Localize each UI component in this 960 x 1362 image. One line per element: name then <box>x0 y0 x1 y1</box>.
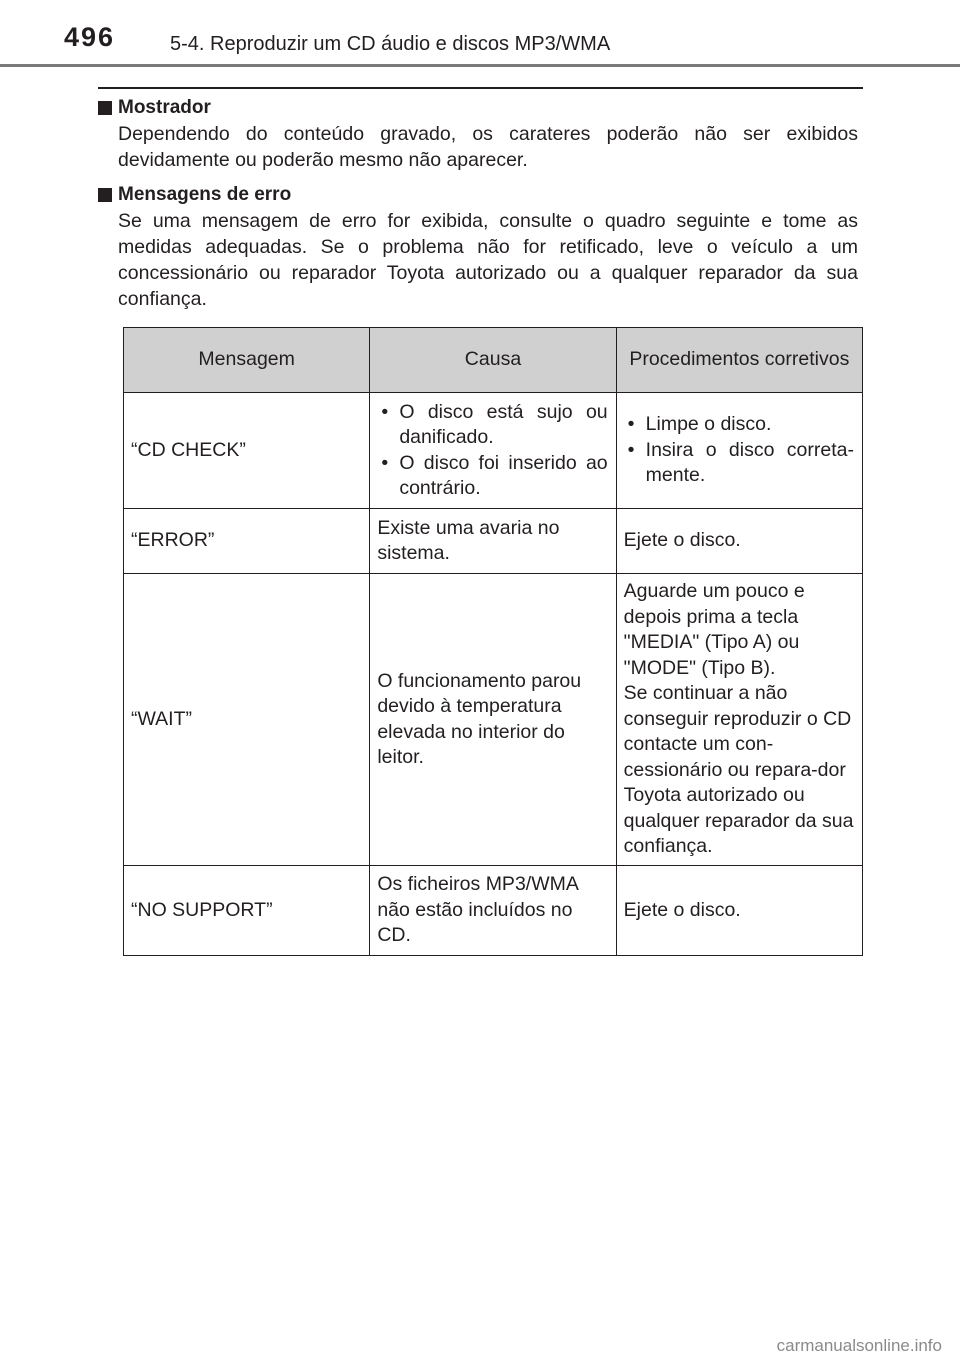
chapter-title: 5-4. Reproduzir um CD áudio e discos MP3/WMA <box>170 33 611 55</box>
action-paragraph: Se continuar a não conseguir reproduzir o CD contacte um con-cessionário ou repara-dor Toyota autorizado ou qualquer reparador da sua confiança. <box>623 682 854 858</box>
section-mostrador <box>98 95 858 173</box>
action-list <box>624 412 854 489</box>
page-header <box>0 0 960 68</box>
cause-cell <box>370 393 616 509</box>
message-cell: “NO SUPPORT” <box>124 866 370 956</box>
list-item: • Limpe o disco. <box>624 412 854 438</box>
column-header-message: Mensagem <box>124 328 370 393</box>
message-cell: “ERROR” <box>124 509 370 574</box>
cause-list <box>377 400 607 502</box>
error-messages-table <box>123 327 863 956</box>
action-cell <box>616 574 862 866</box>
section-body: Dependendo do conteúdo gravado, os carateres poderão não ser exibidos devidamente ou poderão mesmo não aparecer. <box>118 123 858 171</box>
watermark: carmanualsonline.info <box>776 1336 942 1355</box>
section-title-text: Mensagens de erro <box>118 184 292 205</box>
action-cell: Ejete o disco. <box>616 509 862 574</box>
list-item: • O disco foi inserido ao contrário. <box>377 451 607 502</box>
section-title <box>98 95 858 121</box>
table-row <box>124 393 863 509</box>
table-row <box>124 509 863 574</box>
section-title-text: Mostrador <box>118 97 211 118</box>
list-item: • Insira o disco correta-mente. <box>624 438 854 489</box>
square-bullet-icon <box>98 101 112 115</box>
table-header-row <box>124 328 863 393</box>
page-number: 496 <box>64 22 116 52</box>
section-mensagens-de-erro <box>98 182 858 312</box>
action-cell: Ejete o disco. <box>616 866 862 956</box>
section-body: Se uma mensagem de erro for exibida, consulte o quadro seguinte e tome as medidas adequadas. Se o problema não for retificado, leve o veículo a um concessionário ou reparador Toyota autorizado ou a qualquer reparador da sua confiança. <box>118 210 858 310</box>
column-header-cause: Causa <box>370 328 616 393</box>
message-cell: “CD CHECK” <box>124 393 370 509</box>
table-row <box>124 866 863 956</box>
list-item: • O disco está sujo ou danificado. <box>377 400 607 451</box>
content-divider <box>98 87 863 89</box>
cause-cell: Os ficheiros MP3/WMA não estão incluídos no CD. <box>370 866 616 956</box>
table-row <box>124 574 863 866</box>
header-divider <box>0 64 960 67</box>
action-cell <box>616 393 862 509</box>
cause-cell: O funcionamento parou devido à temperatura elevada no interior do leitor. <box>370 574 616 866</box>
action-paragraph: Aguarde um pouco e depois prima a tecla "MEDIA" (Tipo A) ou "MODE" (Tipo B). <box>623 580 805 679</box>
square-bullet-icon <box>98 188 112 202</box>
column-header-procedures: Procedimentos corretivos <box>616 328 862 393</box>
message-cell: “WAIT” <box>124 574 370 866</box>
cause-cell: Existe uma avaria no sistema. <box>370 509 616 574</box>
section-title <box>98 182 858 208</box>
